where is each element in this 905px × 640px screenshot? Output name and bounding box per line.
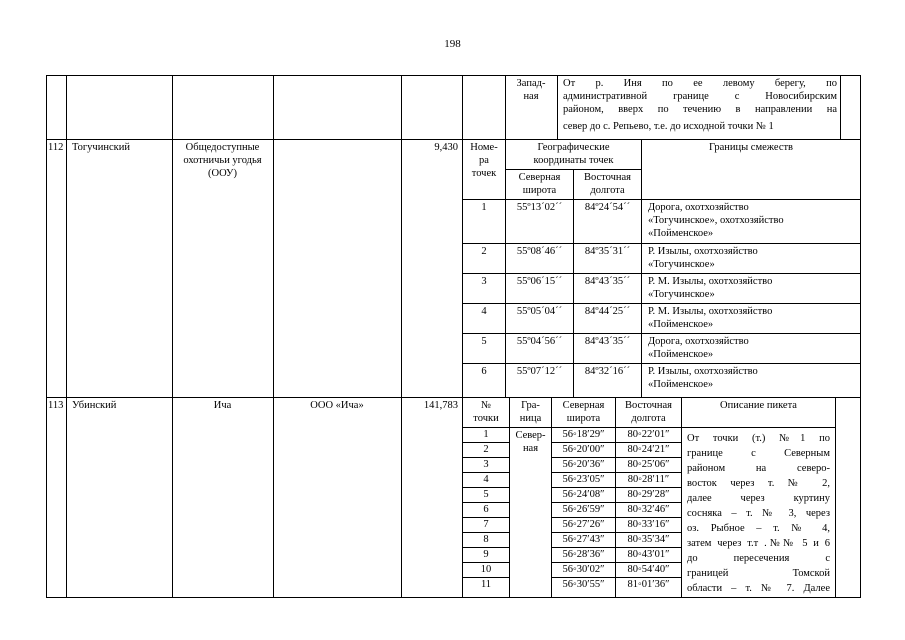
header-geo: координаты точек <box>533 155 614 166</box>
description-line: От точки (т.) №1 по <box>687 433 830 444</box>
description-line: границей Томской <box>687 568 830 579</box>
point-border: «Пойменское» <box>648 349 714 360</box>
point-number: 5 <box>481 336 487 347</box>
point-number: 3 <box>481 276 487 287</box>
point-border: «Тогучинское», охотхозяйство <box>648 215 784 226</box>
point-number: 9 <box>483 549 489 560</box>
top-description-line: районом, вверх по течению в направлении на <box>563 104 837 115</box>
header-east: Восточная <box>584 172 631 183</box>
header-border: ница <box>519 413 542 424</box>
point-latitude: 55º04´56´´ <box>516 336 563 347</box>
point-border: «Тогучинское» <box>648 259 715 270</box>
header-description: Описание пикета <box>720 400 797 411</box>
point-number: 7 <box>483 519 489 530</box>
point-latitude: 56◦28′36″ <box>562 549 605 560</box>
point-latitude: 55º05´04´´ <box>516 306 563 317</box>
point-longitude: 84º32´16´´ <box>584 366 631 377</box>
description-line: до пересечения с <box>687 553 830 564</box>
point-longitude: 81◦01′36″ <box>627 579 670 590</box>
point-longitude: 84º24´54´´ <box>584 202 631 213</box>
description-line: области – т. № 7. Далее <box>687 583 830 594</box>
point-longitude: 80◦43′01″ <box>627 549 670 560</box>
category-line: Общедоступные <box>185 142 260 153</box>
point-number: 3 <box>483 459 489 470</box>
header-east: долгота <box>590 185 625 196</box>
point-latitude: 56◦27′26″ <box>562 519 605 530</box>
district-name: Убинский <box>72 400 117 411</box>
point-number: 11 <box>480 579 492 590</box>
border-side-label: ная <box>522 443 539 454</box>
point-longitude: 80◦22′01″ <box>627 429 670 440</box>
top-description-line: От р. Иня по ее левому берегу, по <box>563 78 837 89</box>
header-points: ра <box>479 155 489 166</box>
point-number: 5 <box>483 489 489 500</box>
top-description-line: административной границе с Новосибирским <box>563 91 837 102</box>
point-number: 6 <box>483 504 489 515</box>
description-line: далее через куртину <box>687 493 830 504</box>
description-line: районом на северо- <box>687 463 830 474</box>
header-points: Номе- <box>470 142 498 153</box>
point-longitude: 84º35´31´´ <box>584 246 631 257</box>
point-longitude: 80◦25′06″ <box>627 459 670 470</box>
description-line: сосняка – т. № 3, через <box>687 508 830 519</box>
point-border: Дорога, охотхозяйство <box>648 202 749 213</box>
point-latitude: 56◦27′43″ <box>562 534 605 545</box>
point-number: 2 <box>483 444 489 455</box>
point-number: 10 <box>480 564 492 575</box>
point-number: 8 <box>483 534 489 545</box>
point-border: Р. Изылы, охотхозяйство <box>648 246 758 257</box>
point-latitude: 56◦20′36″ <box>562 459 605 470</box>
point-latitude: 56◦18′29″ <box>562 429 605 440</box>
header-north: Северная <box>518 172 561 183</box>
owner-name: ООО «Ича» <box>310 400 364 411</box>
point-latitude: 55º08´46´´ <box>516 246 563 257</box>
point-longitude: 80◦33′16″ <box>627 519 670 530</box>
point-number: 1 <box>481 202 487 213</box>
district-name: Тогучинский <box>72 142 130 153</box>
point-border: Р. Изылы, охотхозяйство <box>648 366 758 377</box>
point-longitude: 80◦35′34″ <box>627 534 670 545</box>
page-number: 198 <box>444 38 461 50</box>
point-border: Р. М. Изылы, охотхозяйство <box>648 276 773 287</box>
point-border: «Пойменское» <box>648 228 714 239</box>
point-longitude: 80◦32′46″ <box>627 504 670 515</box>
point-latitude: 55º06´15´´ <box>516 276 563 287</box>
header-border: Гра- <box>521 400 540 411</box>
side-label-line1: Запад- <box>516 78 546 89</box>
point-latitude: 56◦20′00″ <box>562 444 605 455</box>
point-latitude: 56◦24′08″ <box>562 489 605 500</box>
point-latitude: 55º13´02´´ <box>516 202 563 213</box>
point-latitude: 56◦23′05″ <box>562 474 605 485</box>
header-num: точки <box>473 413 499 424</box>
area-value: 141,783 <box>423 400 458 411</box>
point-border: Дорога, охотхозяйство <box>648 336 749 347</box>
header-num: № <box>480 400 492 411</box>
description-line: восток через т. № 2, <box>687 478 830 489</box>
side-label-line2: ная <box>523 91 539 102</box>
header-east: Восточная <box>625 400 672 411</box>
description-line: затем через т.т .№№ 5 и 6 <box>687 538 830 549</box>
point-border: «Пойменское» <box>648 379 714 390</box>
border-side-label: Север- <box>515 430 546 441</box>
point-border: «Тогучинское» <box>648 289 715 300</box>
header-north: широта <box>566 413 601 424</box>
point-border: Р. М. Изылы, охотхозяйство <box>648 306 773 317</box>
point-number: 6 <box>481 366 487 377</box>
row-number: 112 <box>48 142 64 153</box>
point-latitude: 56◦26′59″ <box>562 504 605 515</box>
point-longitude: 84º43´35´´ <box>584 336 631 347</box>
point-longitude: 80◦28′11″ <box>627 474 670 485</box>
top-description-line: север до с. Репьево, т.е. до исходной точки № 1 <box>563 121 774 132</box>
point-number: 1 <box>483 429 489 440</box>
category-line: охотничьи угодья <box>183 155 262 166</box>
point-longitude: 80◦24′21″ <box>627 444 670 455</box>
point-number: 2 <box>481 246 487 257</box>
header-north: широта <box>522 185 557 196</box>
point-latitude: 56◦30′55″ <box>562 579 605 590</box>
point-longitude: 80◦54′40″ <box>627 564 670 575</box>
hunting-ground-name: Ича <box>213 400 232 411</box>
category-line: (ООУ) <box>207 168 237 179</box>
point-longitude: 84º43´35´´ <box>584 276 631 287</box>
header-east: долгота <box>631 413 666 424</box>
header-points: точек <box>471 168 497 179</box>
description-line: границе с Северным <box>687 448 830 459</box>
header-borders: Границы смежеств <box>708 142 794 153</box>
point-number: 4 <box>481 306 487 317</box>
area-value: 9,430 <box>434 142 458 153</box>
header-north: Северная <box>562 400 605 411</box>
row-number: 113 <box>48 400 64 411</box>
point-latitude: 55º07´12´´ <box>516 366 563 377</box>
description-line: оз. Рыбное – т. № 4, <box>687 523 830 534</box>
point-longitude: 80◦29′28″ <box>627 489 670 500</box>
point-latitude: 56◦30′02″ <box>562 564 605 575</box>
header-geo: Географические <box>537 142 610 153</box>
point-longitude: 84º44´25´´ <box>584 306 631 317</box>
point-number: 4 <box>483 474 489 485</box>
point-border: «Пойменское» <box>648 319 714 330</box>
